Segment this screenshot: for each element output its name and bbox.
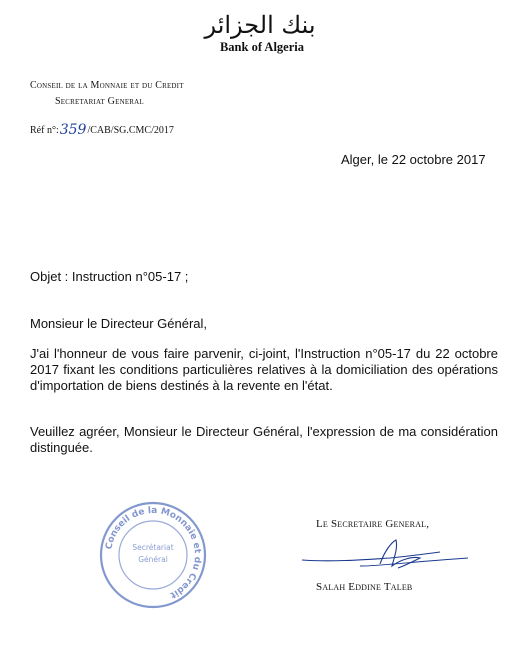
signatory-name-text: Salah Eddine Taleb (316, 581, 413, 593)
header-secretariat (55, 96, 144, 107)
date-line: Alger, le 22 octobre 2017 (341, 152, 486, 167)
bank-logo-english: Bank of Algeria (219, 40, 305, 54)
reference-line (30, 121, 174, 137)
body-paragraph-1: J'ai l'honneur de vous faire parvenir, ci-joint, l'Instruction n°05-17 du 22 octobre 2017 fixant les conditions particulières relatives à la domiciliation des opérations d'importation de biens destinés à la revente en l'état. (30, 346, 498, 393)
stamp-inner-line2: Général (138, 555, 168, 564)
handwritten-signature (300, 536, 470, 576)
header-secretariat-text: Secretariat General (55, 96, 144, 107)
greeting: Monsieur le Directeur Général, (30, 316, 208, 331)
ref-suffix: /CAB/SG.CMC/2017 (87, 125, 174, 136)
signatory-title (316, 518, 429, 530)
body-paragraph-2: Veuillez agréer, Monsieur le Directeur Général, l'expression de ma considération distinguée. (30, 424, 498, 455)
ref-prefix: Réf n°: (30, 125, 59, 136)
header-council-text: Conseil de la Monnaie et du Credit (30, 80, 184, 91)
header-council (30, 80, 184, 91)
official-stamp (98, 500, 208, 610)
signatory-title-text: Le Secretaire General, (316, 518, 430, 530)
ref-number-handwritten: 359 (59, 122, 87, 138)
signatory-name (316, 581, 412, 593)
stamp-outer-text: Conseil de la Monnaie et du Credit (104, 505, 203, 600)
stamp-inner-line1: Secrétariat (132, 543, 174, 552)
bank-logo-arabic: بنك الجزائر (204, 11, 316, 39)
subject-line: Objet : Instruction n°05-17 ; (30, 269, 189, 284)
